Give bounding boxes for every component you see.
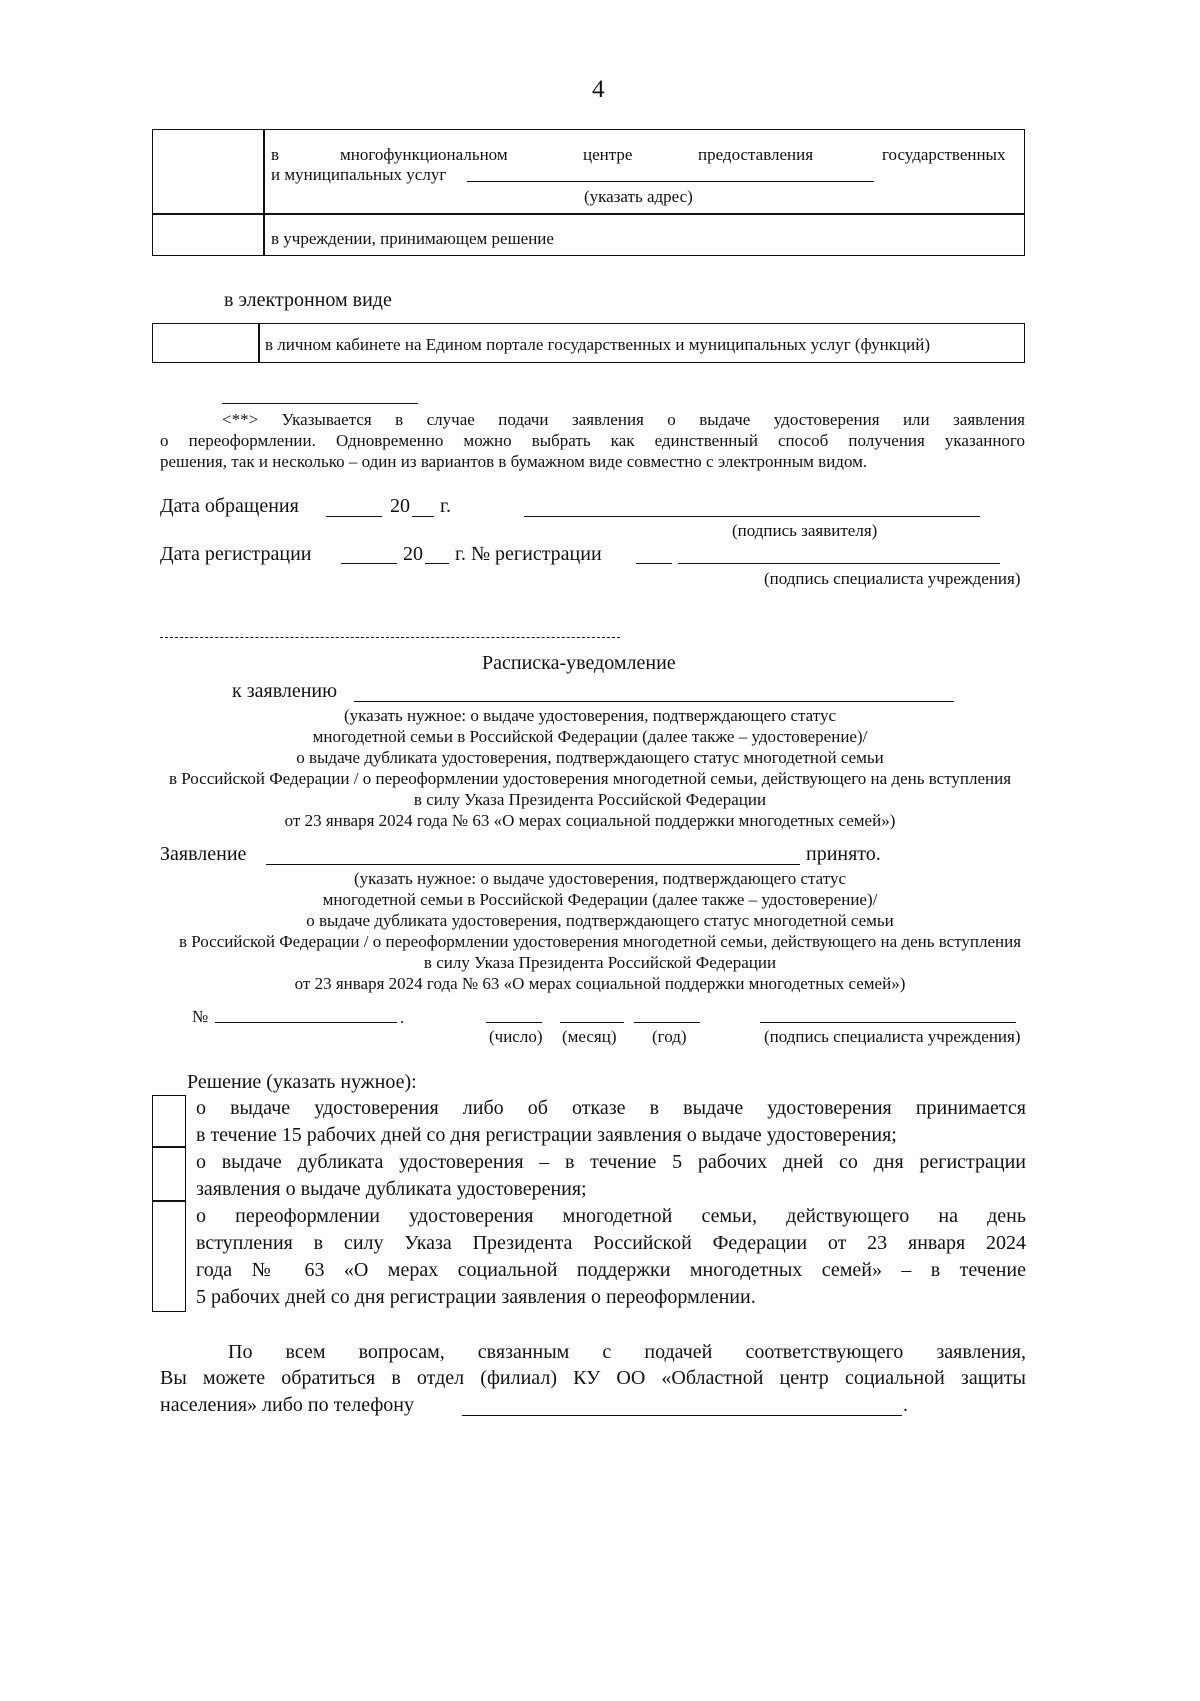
cut-line [160, 637, 620, 638]
receipt-hint-line: о выдаче дубликата удостоверения, подтверждающего статус многодетной семьи [296, 748, 884, 767]
footnote-line-1: <**> Указывается в случае подачи заявления о выдаче удостоверения или заявления [222, 410, 1025, 429]
number-line [215, 1022, 397, 1023]
receipt-hint-line: в Российской Федерации / о переоформлении удостоверения многодетной семьи, действующего на день вступления [168, 769, 1012, 788]
page-number: 4 [592, 76, 605, 103]
mfc-text-f: и муниципальных услуг [271, 165, 447, 184]
date-appeal-year-line [412, 516, 434, 517]
applicant-signature-line [524, 516, 980, 517]
statement-accepted: принято. [806, 843, 881, 865]
decision-checkbox-1[interactable] [152, 1095, 186, 1147]
decision-title: Решение (указать нужное): [187, 1071, 417, 1093]
mfc-text-c: центре [583, 145, 633, 164]
decision-option-3-line-1: о переоформлении удостоверения многодетной семьи, действующего на день [196, 1205, 1026, 1227]
statement-hint-line: многодетной семьи в Российской Федерации (далее также – удостоверение)/ [322, 890, 878, 909]
footnote-line-3: решения, так и несколько – один из вариантов в бумажном виде совместно с электронным видом. [160, 452, 868, 471]
receipt-hint-line: в силу Указа Президента Российской Федерации [413, 790, 767, 809]
receipt-signature-line [760, 1022, 1016, 1023]
decision-option-2-line-1: о выдаче дубликата удостоверения – в течение 5 рабочих дней со дня регистрации [196, 1151, 1026, 1173]
footnote-line-2: о переоформлении. Одновременно можно выбрать как единственный способ получения указанного [160, 431, 1025, 450]
statement-hint [160, 868, 1040, 994]
contact-end-dot: . [903, 1394, 908, 1416]
mfc-text-a: в [271, 145, 280, 164]
institution-text: в учреждении, принимающем решение [271, 229, 554, 248]
receipt-to-label: к заявлению [232, 680, 338, 702]
decision-option-3-line-3: года № 63 «О мерах социальной поддержки многодетных семей» – в течение [196, 1259, 1026, 1281]
mfc-text-b: многофункциональном [340, 145, 508, 164]
decision-option-2-line-2: заявления о выдаче дубликата удостоверения; [196, 1178, 587, 1200]
date-registration-day-line [341, 563, 397, 564]
statement-hint-line: в силу Указа Президента Российской Федерации [423, 953, 777, 972]
date-registration-year-suffix: г. № регистрации [455, 543, 602, 565]
date-appeal-year-prefix: 20 [390, 495, 410, 517]
day-line [486, 1022, 542, 1023]
footnote-separator [222, 403, 418, 404]
portal-text: в личном кабинете на Едином портале государственных и муниципальных услуг (функций) [265, 335, 930, 354]
decision-option-1-line-2: в течение 15 рабочих дней со дня регистрации заявления о выдаче удостоверения; [196, 1124, 897, 1146]
number-sign: № [192, 1007, 209, 1026]
year-line [634, 1022, 700, 1023]
specialist-signature-line [678, 563, 1000, 564]
statement-hint-line: (указать нужное: о выдаче удостоверения, подтверждающего статус [353, 869, 847, 888]
electronic-label: в электронном виде [224, 289, 392, 311]
phone-line [462, 1415, 902, 1416]
date-appeal-label: Дата обращения [160, 495, 299, 517]
receipt-hint-line: (указать нужное: о выдаче удостоверения, подтверждающего статус [343, 706, 837, 725]
month-line [560, 1022, 624, 1023]
statement-hint-line: от 23 января 2024 года № 63 «О мерах социальной поддержки многодетных семей») [294, 974, 906, 993]
month-caption: (месяц) [562, 1027, 617, 1046]
date-registration-label: Дата регистрации [160, 543, 312, 565]
date-registration-year-line [425, 563, 449, 564]
applicant-signature-caption: (подпись заявителя) [732, 521, 878, 540]
statement-label: Заявление [160, 843, 247, 865]
statement-hint-line: о выдаче дубликата удостоверения, подтверждающего статус многодетной семьи [306, 911, 894, 930]
date-appeal-day-line [326, 516, 382, 517]
contact-line-3: населения» либо по телефону [160, 1394, 414, 1416]
mfc-text-e: государственных [882, 145, 1006, 164]
date-appeal-year-suffix: г. [440, 495, 451, 517]
statement-line [266, 864, 800, 865]
day-caption: (число) [489, 1027, 543, 1046]
decision-checkbox-2[interactable] [152, 1147, 186, 1201]
specialist-signature-caption: (подпись специалиста учреждения) [764, 569, 1021, 588]
address-hint: (указать адрес) [584, 187, 693, 206]
contact-line-2: Вы можете обратиться в отдел (филиал) КУ ОО «Областной центр социальной защиты [160, 1367, 1026, 1389]
statement-hint-line: в Российской Федерации / о переоформлении удостоверения многодетной семьи, действующего на день вступления [178, 932, 1022, 951]
receipt-hint-line: от 23 января 2024 года № 63 «О мерах социальной поддержки многодетных семей») [284, 811, 896, 830]
contact-line-1: По всем вопросам, связанным с подачей соответствующего заявления, [228, 1341, 1026, 1363]
decision-option-3-line-4: 5 рабочих дней со дня регистрации заявления о переоформлении. [196, 1286, 756, 1308]
receipt-hint [150, 705, 1030, 831]
mfc-text-d: предоставления [698, 145, 814, 164]
decision-option-3-line-2: вступления в силу Указа Президента Российской Федерации от 23 января 2024 [196, 1232, 1026, 1254]
receipt-title: Расписка-уведомление [482, 652, 676, 674]
year-caption: (год) [652, 1027, 687, 1046]
number-dot: . [400, 1008, 405, 1027]
decision-option-1-line-1: о выдаче удостоверения либо об отказе в выдаче удостоверения принимается [196, 1097, 1026, 1119]
receipt-statement-line [354, 701, 954, 702]
receipt-signature-caption: (подпись специалиста учреждения) [764, 1027, 1021, 1046]
receipt-hint-line: многодетной семьи в Российской Федерации (далее также – удостоверение)/ [312, 727, 868, 746]
registration-number-line [636, 563, 672, 564]
date-registration-year-prefix: 20 [403, 543, 423, 565]
address-line [467, 181, 874, 182]
decision-checkbox-3[interactable] [152, 1201, 186, 1312]
